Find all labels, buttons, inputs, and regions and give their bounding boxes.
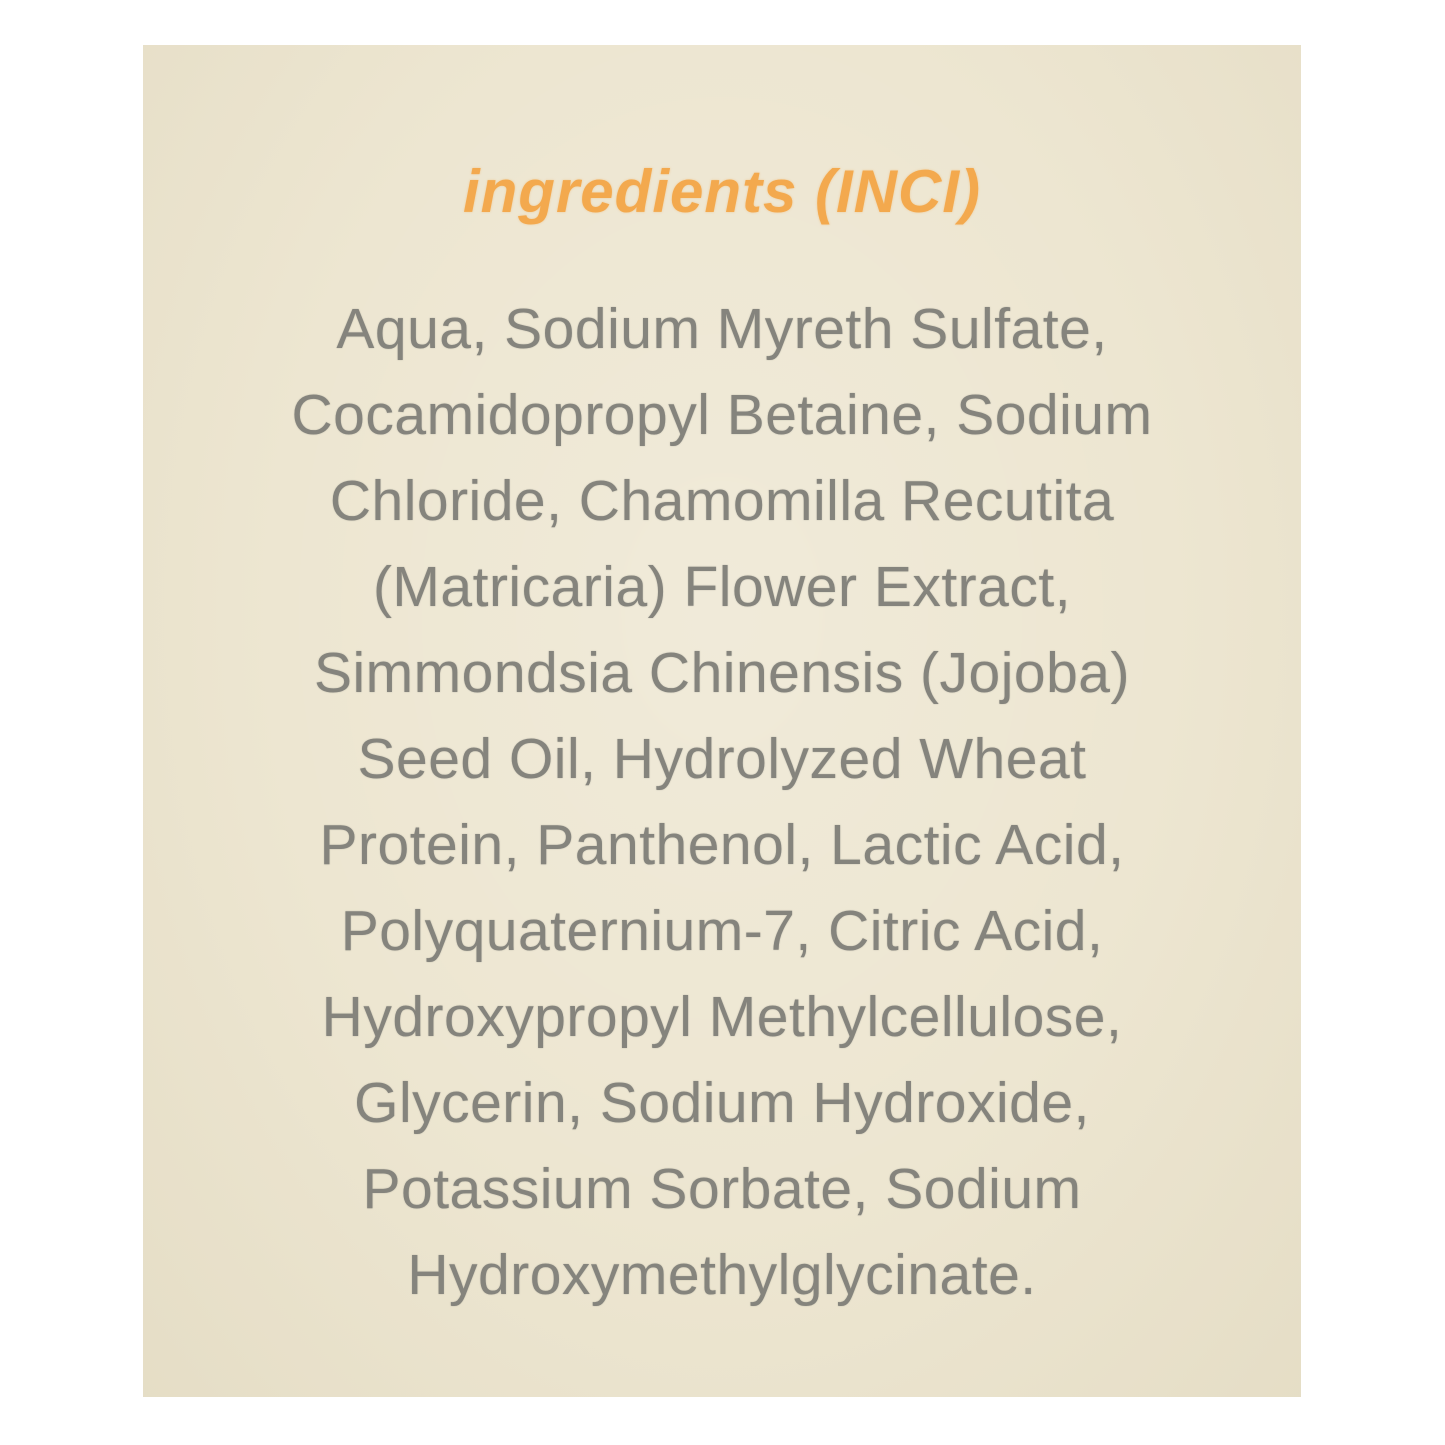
ingredients-line: Hydroxypropyl Methylcellulose, — [321, 985, 1123, 1049]
ingredients-line: Chloride, Chamomilla Recutita — [329, 469, 1115, 533]
ingredients-line: Hydroxymethylglycinate. — [407, 1243, 1037, 1307]
ingredients-line: Simmondsia Chinensis (Jojoba) — [313, 641, 1130, 705]
ingredients-line: Potassium Sorbate, Sodium — [362, 1157, 1082, 1221]
ingredients-line: Seed Oil, Hydrolyzed Wheat — [357, 727, 1087, 791]
ingredients-line: Aqua, Sodium Myreth Sulfate, — [336, 297, 1108, 361]
ingredients-list — [143, 286, 1301, 1318]
ingredients-line: Cocamidopropyl Betaine, Sodium — [291, 383, 1153, 447]
ingredients-line: Polyquaternium-7, Citric Acid, — [340, 899, 1104, 963]
product-ingredients-label — [143, 45, 1301, 1397]
ingredients-line: (Matricaria) Flower Extract, — [372, 555, 1072, 619]
ingredients-line: Glycerin, Sodium Hydroxide, — [354, 1071, 1090, 1135]
ingredients-heading: ingredients (INCI) — [462, 158, 981, 225]
ingredients-line: Protein, Panthenol, Lactic Acid, — [319, 813, 1125, 877]
